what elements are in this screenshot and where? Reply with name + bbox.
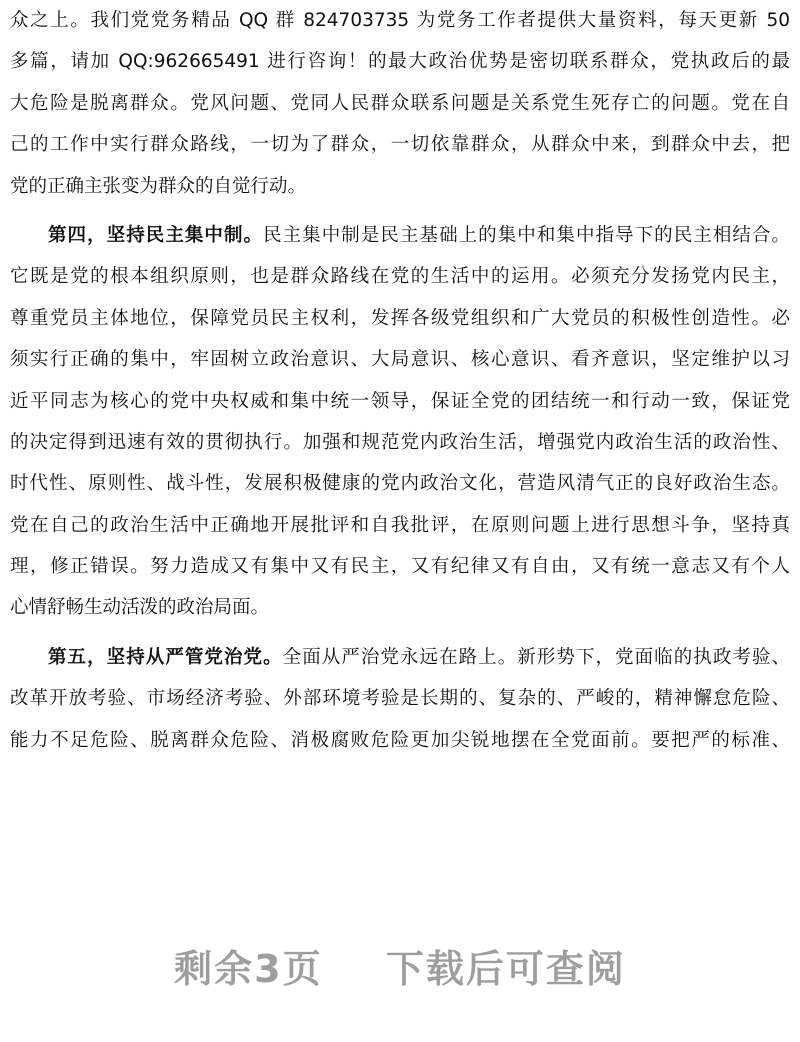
download-prompt[interactable] bbox=[0, 938, 800, 993]
text-line: 尊重党员主体地位，保障党员民主权利，发挥各级党组织和广大党员的积极性创造性。必 bbox=[10, 307, 790, 329]
text-line: 时代性、原则性、战斗性，发展积极健康的党内政治文化，营造风清气正的良好政治生态。 bbox=[10, 473, 790, 495]
text-line: 改革开放考验、市场经济考验、外部环境考验是长期的、复杂的、严峻的，精神懈怠危险、 bbox=[10, 688, 790, 710]
text-line: 须实行正确的集中，牢固树立政治意识、大局意识、核心意识、看齐意识，坚定维护以习 bbox=[10, 349, 790, 371]
paragraph-first-line: 民主集中制是民主基础上的集中和集中指导下的民主相结合。 bbox=[263, 224, 790, 246]
text-line: 党的正确主张变为群众的自觉行动。 bbox=[10, 175, 307, 197]
paragraph-lead: 第五，坚持从严管党治党。 bbox=[48, 646, 283, 668]
document-body bbox=[10, 0, 790, 761]
text-line: 近平同志为核心的党中央权威和集中统一领导，保证全党的团结统一和行动一致，保证党 bbox=[10, 390, 790, 412]
text-line: 理，修正错误。努力造成又有集中又有民主，又有纪律又有自由，又有统一意志又有个人 bbox=[10, 556, 790, 578]
text-line: 多篇，请加 QQ:962665491 进行咨询！的最大政治优势是密切联系群众，党执政后的最 bbox=[10, 51, 790, 73]
text-line: 己的工作中实行群众路线，一切为了群众，一切依靠群众，从群众中来，到群众中去，把 bbox=[10, 134, 790, 156]
text-line: 大危险是脱离群众。党风问题、党同人民群众联系问题是关系党生死存亡的问题。党在自 bbox=[10, 92, 790, 114]
text-line: 众之上。我们党党务精品 QQ 群 824703735 为党务工作者提供大量资料，每天更新 50 bbox=[10, 10, 790, 31]
paragraph-lead: 第四，坚持民主集中制。 bbox=[48, 224, 264, 246]
text-line bbox=[10, 637, 790, 678]
remaining-pages-label: 剩余3页 bbox=[174, 947, 323, 991]
paragraph-first-line: 全面从严治党永远在路上。新形势下，党面临的执政考验、 bbox=[282, 646, 790, 668]
download-to-read-label[interactable]: 下载后可查阅 bbox=[385, 947, 626, 991]
text-line: 党在自己的政治生活中正确地开展批评和自我批评，在原则问题上进行思想斗争，坚持真 bbox=[10, 514, 790, 536]
paragraph-1 bbox=[10, 0, 790, 207]
paragraph-principle-5 bbox=[10, 637, 790, 761]
text-line: 能力不足危险、脱离群众危险、消极腐败危险更加尖锐地摆在全党面前。要把严的标准、 bbox=[10, 729, 790, 751]
paragraph-principle-4 bbox=[10, 215, 790, 629]
text-line: 心情舒畅生动活泼的政治局面。 bbox=[10, 597, 270, 619]
text-line: 它既是党的根本组织原则，也是群众路线在党的生活中的运用。必须充分发扬党内民主， bbox=[10, 266, 790, 288]
text-line bbox=[10, 215, 790, 256]
text-line: 的决定得到迅速有效的贯彻执行。加强和规范党内政治生活，增强党内政治生活的政治性、 bbox=[10, 431, 790, 453]
